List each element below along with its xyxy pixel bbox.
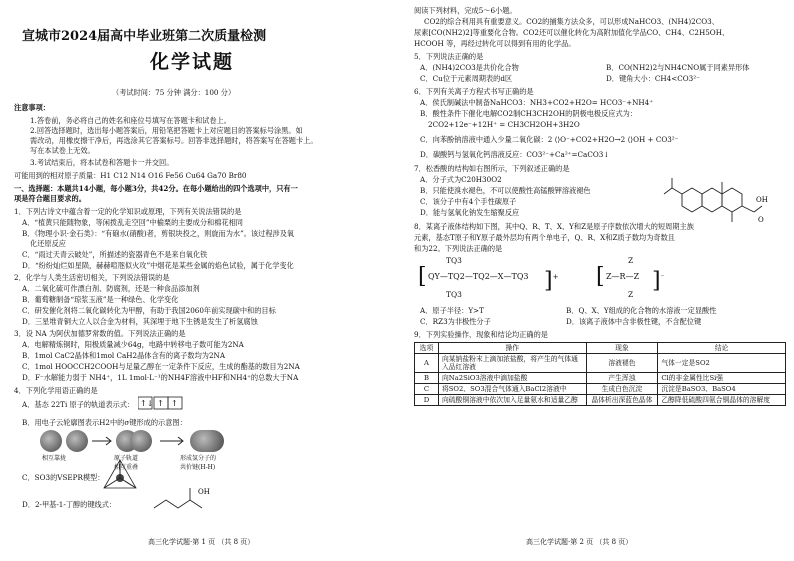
question-7: 7．松香酸的结构如右图所示，下列叙述正确的是 bbox=[414, 164, 570, 173]
option: A．电解精炼铜时，阳极质量减少64g，电路中转移电子数可能为2NA bbox=[22, 340, 244, 349]
option: B．用电子云轮廓图表示H2中的σ键形成的示意图： bbox=[22, 418, 187, 427]
reading-intro: 阅读下列材料，完成5～6小题。 bbox=[414, 6, 517, 15]
table-cell: 向硫酸铜溶液中依次加入足量氨水和适量乙醇 bbox=[438, 395, 586, 406]
table-cell: B bbox=[415, 373, 439, 384]
formula-cation: QY—TQ2—TQ2—X—TQ3 bbox=[428, 272, 529, 281]
option: A．基态 22Ti 原子的轨道表示式： bbox=[22, 400, 135, 409]
exam-header: 宣城市2024届高中毕业班第二次质量检测 bbox=[22, 29, 267, 44]
diagram-label: 相互靠拢 bbox=[42, 455, 67, 462]
table-cell: 沉淀是BaSO3、BaSO4 bbox=[658, 384, 786, 395]
question-8: 8．某离子液体结构如下图，其中Q、R、T、X、Y和Z是原子序数依次增大的短周期主族 bbox=[414, 222, 694, 231]
material-line: CO2的综合利用具有重要意义。CO2的捕集方法众多，可以形成NaHCO3、(NH4)2CO3、 bbox=[424, 17, 719, 26]
table-header: 操作 bbox=[438, 343, 586, 354]
question-3: 3．设 NA 为阿伏加德罗常数的值。下列说法正确的是 bbox=[14, 329, 186, 338]
skeletal-formula-icon bbox=[150, 482, 220, 516]
diagram-label: 形成氢分子的 共价键(H-H) bbox=[180, 455, 217, 471]
right-page bbox=[406, 0, 794, 561]
option: C．研发催化剂将二氧化碳转化为甲醇，有助于我国2060年前实现碳中和的目标 bbox=[22, 306, 276, 315]
table-row bbox=[415, 384, 786, 395]
arrow-icon bbox=[160, 436, 186, 446]
h-atom-icon bbox=[130, 430, 152, 452]
table-header: 现象 bbox=[586, 343, 658, 354]
right-bracket: ]⁻ bbox=[652, 268, 665, 294]
table-row bbox=[415, 395, 786, 406]
section-heading: 项是符合题目要求的。 bbox=[14, 194, 86, 203]
svg-text:↑↓: ↑↓ bbox=[140, 399, 154, 408]
exam-info: （考试时间：75 分钟 满分：100 分） bbox=[112, 88, 236, 97]
option: A．侯氏制碱法中制备NaHCO3：NH3+CO2+H2O= HCO3⁻+NH4⁺ bbox=[420, 98, 654, 107]
formula-anion: Z—R—Z bbox=[606, 272, 640, 281]
orbital-diagram bbox=[138, 395, 248, 413]
h-atom-icon bbox=[40, 430, 62, 452]
question-9: 9．下列实验操作、现象和结论均正确的是 bbox=[414, 330, 548, 339]
table-row bbox=[415, 373, 786, 384]
option: C．1mol HOOCCH2COOH与足量乙醇在一定条件下反应，生成的酯基的数目为2NA bbox=[22, 362, 300, 371]
option: D．碳酸钙与氢氧化钙溶液反应：CO3²⁻+Ca²⁺=CaCO3↓ bbox=[420, 150, 610, 159]
left-bracket: [ bbox=[418, 264, 427, 289]
notice-line: 2.回答选择题时，选出每小题答案后，用铅笔把答题卡上对应题目的答案标号涂黑。如 bbox=[30, 126, 303, 135]
option: A．分子式为C20H30O2 bbox=[420, 175, 502, 184]
question-8-text: 和为22。下列说法正确的是 bbox=[414, 244, 503, 253]
option: A．原子半径：Y>T bbox=[420, 306, 484, 315]
svg-text:O: O bbox=[758, 216, 764, 224]
option: B．CO(NH2)2与NH4CNO属于同素异形体 bbox=[606, 63, 750, 72]
left-bracket: [ bbox=[596, 264, 605, 289]
question-8-text: 元素，基态T原子和Y原子最外层均有两个单电子，Q、R、X和Z质子数均为奇数且 bbox=[414, 233, 675, 242]
option: B．酸性条件下催化电解CO2制CH3CH2OH的阴极电极反应式为： bbox=[420, 109, 638, 118]
option: B．Q、X、Y组成的化合物的水溶液一定显酸性 bbox=[566, 306, 717, 315]
table-header: 结论 bbox=[658, 343, 786, 354]
h-atom-icon bbox=[66, 430, 88, 452]
svg-text:OH: OH bbox=[198, 488, 210, 496]
experiment-table bbox=[414, 342, 786, 406]
option: C．向苯酚钠溶液中通入少量二氧化碳：2 ⟨⟩O⁻+CO2+H2O→2 ⟨⟩OH + CO3²⁻ bbox=[420, 135, 679, 144]
exam-title: 化学试题 bbox=[150, 51, 235, 73]
option: B．只能使溴水褪色，不可以使酸性高锰酸钾溶液褪色 bbox=[420, 186, 591, 195]
formula-top: TQ3 bbox=[446, 256, 462, 265]
table-cell: 溶液褪色 bbox=[586, 354, 658, 373]
table-header: 选项 bbox=[415, 343, 439, 354]
option: D．键角大小：CH4<CO3²⁻ bbox=[606, 74, 700, 83]
option: D．该离子液体中含非极性键，不含配位键 bbox=[566, 317, 702, 326]
notice-line: 3.考试结束后，将本试卷和答题卡一并交回。 bbox=[30, 158, 174, 167]
table-cell: 产生浑浊 bbox=[586, 373, 658, 384]
question-2: 2．化学与人类生活密切相关，下列说法错误的是 bbox=[14, 273, 170, 282]
option: C．SO3的VSEPR模型： bbox=[22, 473, 105, 482]
option: B．1mol CaC2晶体和1mol CaH2晶体含有的离子数均为2NA bbox=[22, 351, 226, 360]
formula-anion-top: Z bbox=[628, 256, 634, 265]
table-cell: 晶体析出深蓝色晶体 bbox=[586, 395, 658, 406]
option: D．F⁻水解能力弱于 NH4⁺，1L 1mol·L⁻¹的NH4F溶液中HF和NH4⁺的总数大于NA bbox=[22, 373, 299, 382]
h2-molecule-icon bbox=[190, 430, 224, 452]
formula-bottom: TQ3 bbox=[446, 290, 462, 299]
option: C．该分子中有4个手性碳原子 bbox=[420, 197, 517, 206]
atomic-masses: 可能用到的相对原子质量：H1 C12 N14 O16 Fe56 Cu64 Ga70 Br80 bbox=[14, 171, 247, 180]
option: 化还原反应 bbox=[30, 239, 66, 248]
option: 2CO2+12e⁻+12H⁺ = CH3CH2OH+3H2O bbox=[428, 120, 580, 129]
question-4: 4．下列化学用语正确的是 bbox=[14, 386, 98, 395]
abietic-acid-structure-icon bbox=[662, 160, 772, 226]
option: D．三星堆青铜大立人以合金为材料，其深埋于地下生锈是发生了析氢腐蚀 bbox=[22, 317, 258, 326]
page-footer: 高三化学试题·第 2 页 （共 8 页） bbox=[526, 538, 633, 546]
option: C．RZ3为非极性分子 bbox=[420, 317, 491, 326]
svg-text:OH: OH bbox=[756, 196, 768, 204]
table-cell: 将SO2、SO3混合气体通入BaCl2溶液中 bbox=[438, 384, 586, 395]
question-1: 1．下列古诗文中蕴含着一定的化学知识或原理，下列有关说法错误的是 bbox=[14, 207, 242, 216]
table-header-row bbox=[415, 343, 786, 354]
option: A．二氧化硫可作漂白剂、防腐剂，还是一种食品添加剂 bbox=[22, 284, 200, 293]
option: C．“雨过天青云破处”，所描述的瓷器青色不是来自氧化铁 bbox=[22, 250, 208, 259]
table-cell: 生成白色沉淀 bbox=[586, 384, 658, 395]
table-row bbox=[415, 354, 786, 373]
svg-text:↑: ↑ bbox=[171, 399, 178, 408]
notice-line: 写在本试卷上无效。 bbox=[30, 146, 95, 155]
table-cell: D bbox=[415, 395, 439, 406]
table-cell: A bbox=[415, 354, 439, 373]
right-bracket: ]+ bbox=[544, 268, 559, 294]
option: B．《物理小识·金石类》：“有硇水(硝酸)者，剪银块投之，则旋而为水”。该过程涉及氧 bbox=[22, 229, 295, 238]
material-line: HCOOH 等，再经过转化可以得到有用的化学品。 bbox=[414, 39, 576, 48]
section-heading: 一、选择题：本题共14小题，每小题3分，共42分。在每小题给出的四个选项中，只有一 bbox=[14, 184, 298, 193]
so3-vsepr-icon bbox=[100, 456, 140, 494]
option: A．“植黄只能随物象，等闲拨乱走空回”中榆栗的主要成分和棉花相同 bbox=[22, 218, 243, 227]
question-5: 5．下列说法正确的是 bbox=[414, 52, 484, 61]
table-cell: 气体一定是SO2 bbox=[658, 354, 786, 373]
arrow-icon bbox=[92, 436, 114, 446]
table-cell: 乙醇降低硫酸四氨合铜晶体的溶解度 bbox=[658, 395, 786, 406]
question-6: 6．下列有关离子方程式书写正确的是 bbox=[414, 87, 534, 96]
option: D．能与氢氧化钠发生缩聚反应 bbox=[420, 208, 520, 217]
material-line: 尿素[CO(NH2)2]等重要化合物。CO2还可以催化转化为高附加值化学品CO、CH4、C2H5OH、 bbox=[414, 28, 730, 37]
notice-title: 注意事项： bbox=[14, 103, 50, 112]
option: B．葡萄糖制备“琼浆玉液”是一种绿色、化学变化 bbox=[22, 295, 179, 304]
option: D．“纷纷灿烂如星陨，赫赫喧豗似火攻”中烟花是某些金属的焰色试验，属于化学变化 bbox=[22, 261, 294, 270]
formula-anion-bottom: Z bbox=[628, 290, 634, 299]
page-footer: 高三化学试题·第 1 页 （共 8 页） bbox=[148, 538, 255, 546]
table-cell: C bbox=[415, 384, 439, 395]
notice-line: 需改动，用橡皮擦干净后，再选涂其它答案标号。回答非选择题时，将答案写在答题卡上。 bbox=[30, 136, 318, 145]
diagram-label: 原子轨道 相互重叠 bbox=[114, 455, 139, 471]
option: A．(NH4)2CO3是共价化合物 bbox=[420, 63, 519, 72]
table-cell: 向某钠盐粉末上滴加浓盐酸，将产生的气体通入品红溶液 bbox=[438, 354, 586, 373]
table-cell: 向Na2SiO3溶液中滴加盐酸 bbox=[438, 373, 586, 384]
svg-text:↑: ↑ bbox=[157, 399, 164, 408]
notice-line: 1.答卷前，务必将自己的姓名和座位号填写在答题卡和试卷上。 bbox=[30, 116, 231, 125]
table-cell: Cl的非金属性比Si强 bbox=[658, 373, 786, 384]
option: D．2-甲基-1-丁醇的键线式： bbox=[22, 500, 117, 509]
option: C．Cu位于元素周期表的d区 bbox=[420, 74, 513, 83]
